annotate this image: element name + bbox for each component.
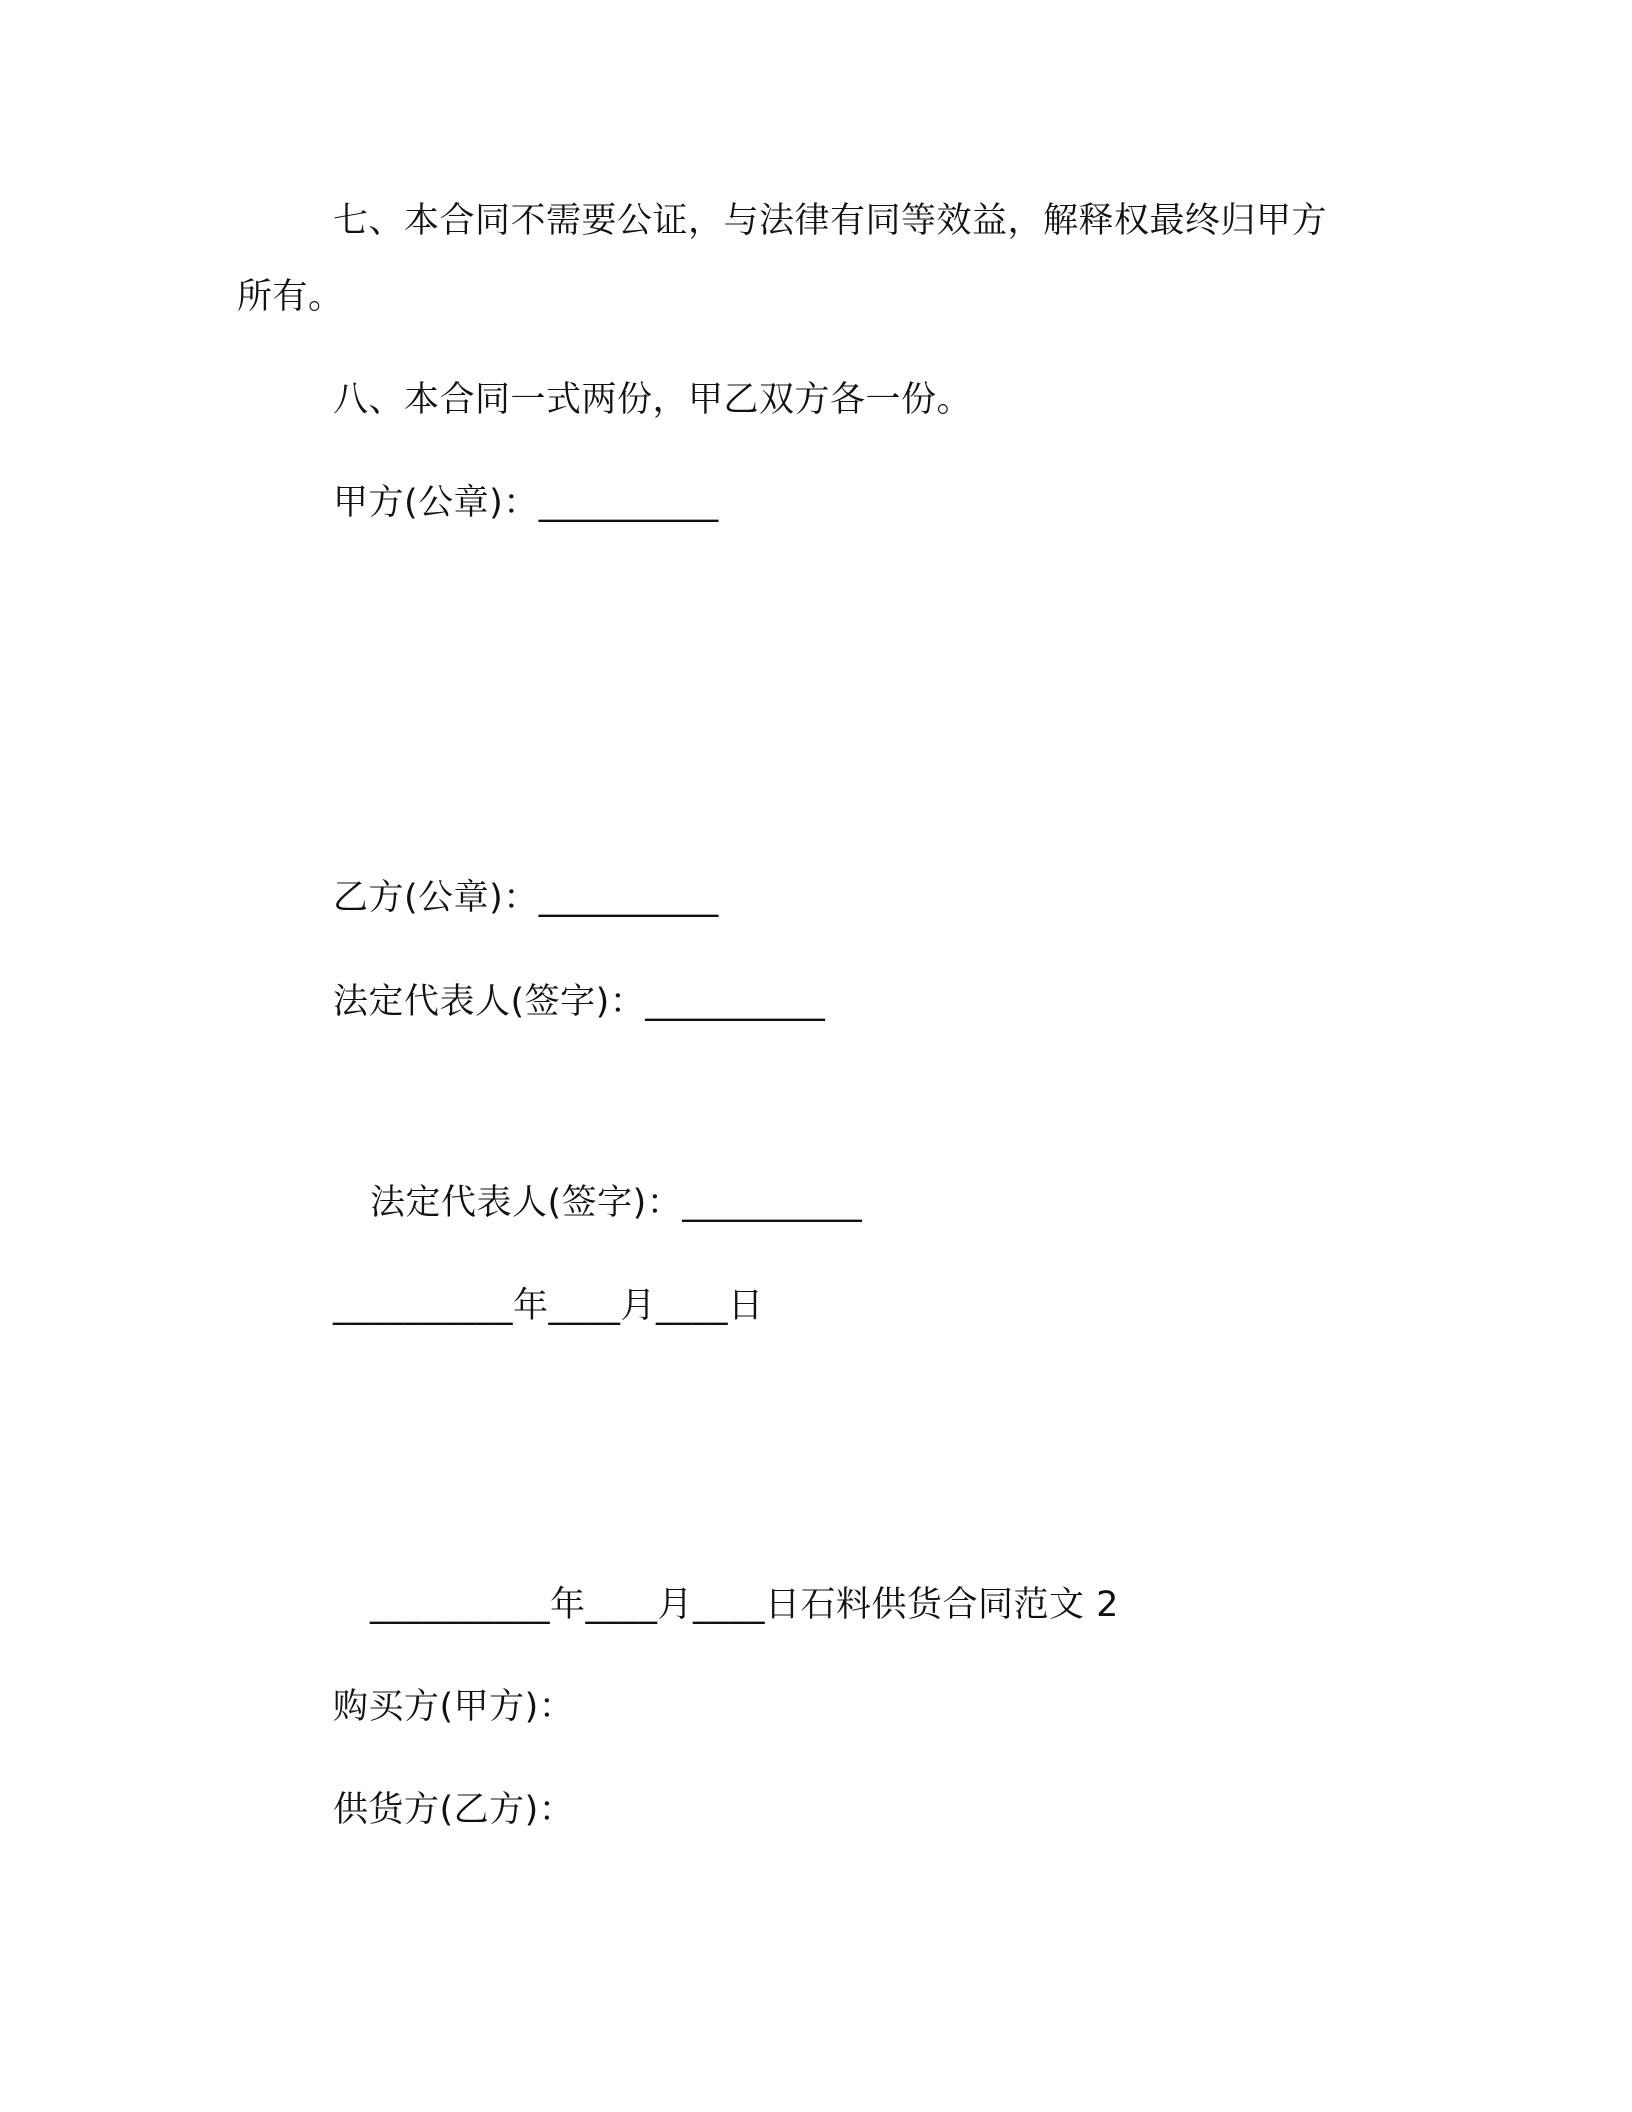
clause-8: 八、本合同一式两份，甲乙双方各一份。 xyxy=(333,380,973,420)
buyer-label: 购买方(甲方)： xyxy=(333,1687,575,1727)
party-a-seal: 甲方(公章)：__________ xyxy=(333,483,719,523)
legal-rep-sign-1: 法定代表人(签字)：__________ xyxy=(333,982,826,1022)
party-b-seal: 乙方(公章)：__________ xyxy=(333,878,719,918)
legal-rep-sign-2: 法定代表人(签字)：__________ xyxy=(370,1183,863,1223)
date-title-line: __________年____月____日石料供货合同范文 2 xyxy=(370,1585,1119,1625)
date-line-1: __________年____月____日 xyxy=(333,1286,764,1326)
clause-7-line-1: 七、本合同不需要公证，与法律有同等效益，解释权最终归甲方 xyxy=(333,201,1328,241)
clause-7-line-2: 所有。 xyxy=(237,277,344,317)
supplier-label: 供货方(乙方)： xyxy=(333,1790,575,1830)
